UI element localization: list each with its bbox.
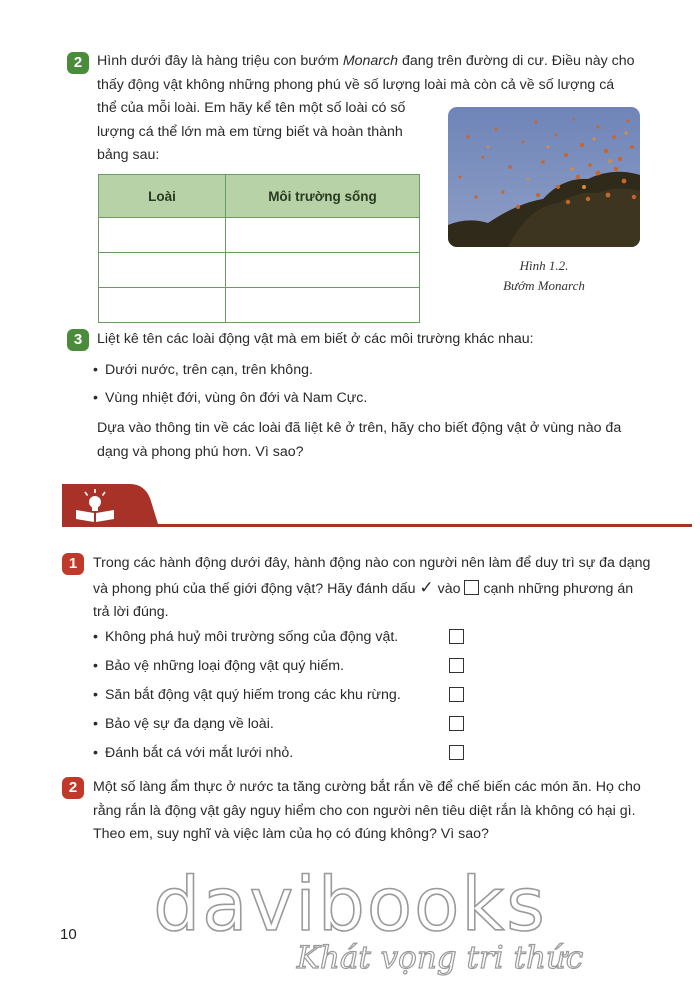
question-3-conclusion	[97, 417, 687, 464]
table-row	[99, 253, 420, 288]
q3-conclusion-line1: Dựa vào thông tin về các loài đã liệt kê ở trên, hãy cho biết động vật ở vùng nào đa	[97, 420, 622, 436]
page-number: 10	[60, 926, 77, 943]
q2-line1-a: Hình dưới đây là hàng triệu con bướm	[97, 53, 343, 69]
ex2-line3: Theo em, suy nghĩ và việc làm của họ có đúng không? Vì sao?	[93, 826, 489, 842]
exercise-2-text	[93, 776, 693, 847]
q2-line2: thấy động vật không những phong phú về số lượng loài mà còn cả về số lượng cá	[97, 76, 615, 93]
option-item: • Bảo vệ sự đa dạng về loài.	[93, 714, 274, 734]
exercise-2-number-badge: 2	[62, 777, 84, 799]
table-header-habitat: Môi trường sống	[226, 175, 420, 218]
table-cell[interactable]	[226, 218, 420, 253]
option-checkbox[interactable]	[449, 745, 464, 760]
checkmark-icon: ✓	[419, 577, 434, 597]
section-banner	[62, 484, 692, 532]
ex1-line1: Trong các hành động dưới đây, hành động nào con người nên làm để duy trì sự đa dạng	[93, 555, 651, 571]
q2-line3: thể của mỗi loài. Em hãy kể tên một số loài có số	[97, 100, 406, 116]
figure-caption-title: Bướm Monarch	[503, 278, 585, 293]
table-row	[99, 218, 420, 253]
table-cell[interactable]	[226, 288, 420, 323]
species-habitat-table	[98, 174, 420, 323]
option-checkbox[interactable]	[449, 629, 464, 644]
q3-conclusion-line2: dạng và phong phú hơn. Vì sao?	[97, 443, 304, 460]
table-cell[interactable]	[226, 253, 420, 288]
table-header-species: Loài	[99, 175, 226, 218]
watermark-title: davibooks	[153, 862, 547, 948]
watermark-slogan: Khát vọng tri thức	[296, 940, 584, 976]
ex2-line1: Một số làng ẩm thực ở nước ta tăng cường bắt rắn về để chế biến các món ăn. Họ cho	[93, 779, 641, 795]
lightbulb-book-icon	[72, 488, 118, 524]
ex1-line2-b: vào	[433, 580, 465, 597]
q2-line1-b: đang trên đường di cư. Điều này cho	[398, 53, 635, 69]
table-cell[interactable]	[99, 288, 226, 323]
figure-caption-number: Hình 1.2.	[519, 258, 569, 273]
option-checkbox[interactable]	[449, 716, 464, 731]
ex1-line2-c: cạnh những phương án	[479, 580, 634, 597]
list-item: • Vùng nhiệt đới, vùng ôn đới và Nam Cực.	[93, 388, 367, 408]
option-item: • Săn bắt động vật quý hiếm trong các khu rừng.	[93, 685, 401, 705]
ex1-line3: trả lời đúng.	[93, 604, 169, 620]
table-row	[99, 288, 420, 323]
table-cell[interactable]	[99, 218, 226, 253]
option-checkbox[interactable]	[449, 658, 464, 673]
option-item: • Bảo vệ những loại động vật quý hiếm.	[93, 656, 344, 676]
table-cell[interactable]	[99, 253, 226, 288]
q2-line5: bảng sau:	[97, 147, 160, 163]
question-2-number-badge: 2	[67, 52, 89, 74]
question-3-intro: Liệt kê tên các loài động vật mà em biết ở các môi trường khác nhau:	[97, 331, 534, 347]
exercise-1-number-badge: 1	[62, 553, 84, 575]
ex2-line2: rằng rắn là động vật gây nguy hiểm cho con người nên tiêu diệt rắn là không có hại gì.	[93, 802, 636, 819]
monarch-italic-word: Monarch	[342, 53, 399, 69]
butterflies-photo	[448, 107, 640, 247]
exercise-1-text	[93, 552, 693, 625]
q2-line4: lượng cá thể lớn mà em từng biết và hoàn thành	[97, 123, 403, 140]
checkbox-icon	[464, 580, 479, 595]
option-checkbox[interactable]	[449, 687, 464, 702]
list-item: • Dưới nước, trên cạn, trên không.	[93, 360, 313, 380]
option-item: • Không phá huỷ môi trường sống của động vật.	[93, 627, 398, 647]
option-item: • Đánh bắt cá với mắt lưới nhỏ.	[93, 743, 293, 763]
ex1-line2-a: và phong phú của thế giới động vật? Hãy đánh dấu	[93, 580, 420, 597]
question-3-number-badge: 3	[67, 329, 89, 351]
